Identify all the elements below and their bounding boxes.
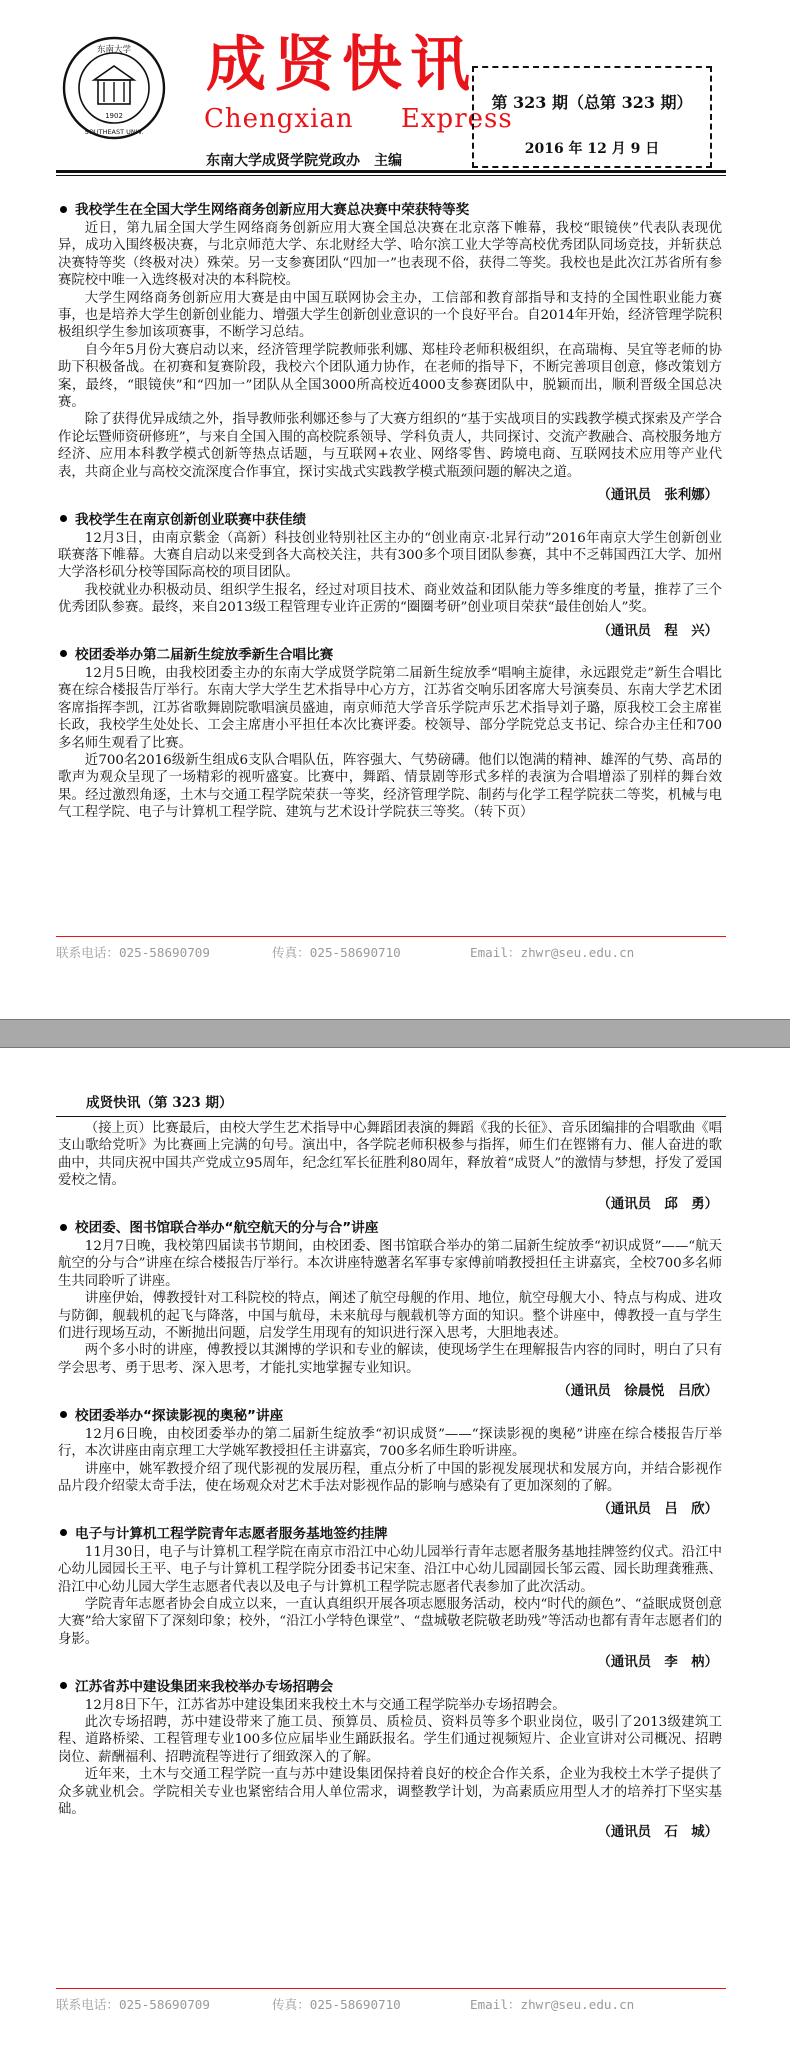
article-author: （通讯员 李 枘） — [597, 1654, 718, 1671]
article-title: 校团委举办“探读影视的奥秘”讲座 — [58, 1407, 722, 1425]
article-author: （通讯员 程 兴） — [597, 622, 718, 639]
article-paragraph: 12月5日晚，由我校团委主办的东南大学成贤学院第二届新生绽放季“唱响主旋律，永远跟党走”新生合唱比赛在综合楼报告厅举行。东南大学大学生艺术指导中心方方，江苏省交响乐团客席大号演奏员、东南大学艺术团客席指挥李凯，江苏省歌舞剧院歌唱演员盛迪，南京师范大学音乐学院声乐艺术指导刘子璐，原我校工会主席崔长政，我校学生处处长、工会主席唐小平担任本次比赛评委。校领导、部分学院党总支书记、综合办主任和700多名师生观看了比赛。 — [58, 665, 722, 751]
newsletter-page-2 — [0, 1047, 790, 2053]
article-paragraph: 12月3日，由南京紫金（高新）科技创业特别社区主办的“创业南京·北昇行动”2016年南京大学生创新创业联赛落下帷幕。大赛自启动以来受到各大高校关注，共有300多个项目团队参赛，其中不乏韩国西江大学、加州大学洛杉矶分校等国际高校的项目团队。 — [58, 530, 722, 581]
article-paragraph: 除了获得优异成绩之外，指导教师张利娜还参与了大赛方组织的“基于实战项目的实践教学模式探索及产学合作论坛暨师资研修班”，与来自全国入围的高校院系领导、学科负责人，共同探讨、交流产教融合、高校服务地方经济、应用本科教学模式创新等热点话题，与互联网+农业、网络零售、跨境电商、互联网技术应用等产业代表，共商企业与高校交流深度合作事宜，探讨实战式实践教学模式瓶颈问题的解决之道。 — [58, 412, 722, 480]
footer-email: Email：zhwr@seu.edu.cn — [470, 1997, 635, 2012]
footer-rule — [56, 936, 726, 937]
article-title: 我校学生在南京创新创业联赛中获佳绩 — [58, 511, 722, 529]
page1-content — [58, 196, 722, 822]
article-paragraph: 12月6日晚，由校团委举办的第二届新生绽放季“初识成贤”——“探读影视的奥秘”讲座在综合楼报告厅举行，本次讲座由南京理工大学姚军教授担任主讲嘉宾，700多名师生聆听讲座。 — [58, 1426, 722, 1460]
issue-date: 2016 年 12 月 9 日 — [524, 141, 660, 157]
newsletter-page-1 — [0, 0, 790, 1020]
issue-number: 第 323 期（总第 323 期） — [491, 93, 693, 112]
article-paragraph: 讲座伊始，傅教授针对工科院校的特点，阐述了航空母舰的作用、地位，航空母舰大小、特点与构成、进攻与防御，舰载机的起飞与降落，中国与航母，未来航母与舰载机等方面的知识。整个讲座中，傅教授一直与学生们进行现场互动，不断抛出问题，启发学生用现有的知识进行深入思考，大胆地表述。 — [58, 1291, 722, 1342]
article-paragraph: 近700名2016级新生组成6支队合唱队伍，阵容强大、气势磅礴。他们以饱满的精神、雄浑的气势、高昂的歌声为观众呈现了一场精彩的视听盛宴。比赛中，舞蹈、情景剧等形式多样的表演为合唱增添了别样的舞台效果。经过激烈角逐，土木与交通工程学院荣获一等奖，经济管理学院、制药与化学工程学院获二等奖，机械与电气工程学院、电子与计算机工程学院、建筑与艺术设计学院获三等奖。（转下页） — [58, 752, 722, 821]
svg-text:SOUTHEAST UNIV.: SOUTHEAST UNIV. — [84, 128, 144, 136]
article-author: （通讯员 石 城） — [597, 1824, 718, 1841]
article-paragraph: 11月30日，电子与计算机工程学院在南京市沿江中心幼儿园举行青年志愿者服务基地挂牌签约仪式。沿江中心幼儿园园长王平、电子与计算机工程学院分团委书记宋奎、沿江中心幼儿园副园长邹云霞、园长助理龚雅燕、沿江中心幼儿园大学生志愿者代表以及电子与计算机工程学院志愿者代表参加了此次活动。 — [58, 1544, 722, 1595]
bullet-icon — [60, 206, 67, 213]
masthead — [56, 24, 716, 169]
article-title: 我校学生在全国大学生网络商务创新应用大赛总决赛中荣获特等奖 — [58, 201, 722, 219]
article-author: （通讯员 吕 欣） — [597, 1501, 718, 1518]
svg-text:1902: 1902 — [105, 112, 123, 120]
masthead-rule-thick — [56, 170, 726, 173]
page-gap — [0, 1020, 790, 1047]
running-head-rule — [56, 1116, 726, 1117]
article-paragraph: 我校就业办积极动员、组织学生报名，经过对项目技术、商业效益和团队能力等多维度的考量，推荐了三个优秀团队参赛。最终，来自2013级工程管理专业许正雳的“圈圈考研”创业项目荣获“最佳创始人”奖。 — [58, 582, 722, 616]
article-paragraph: 自今年5月份大赛启动以来，经济管理学院教师张利娜、郑桂玲老师积极组织，在高瑞梅、吴宜等老师的协助下积极备战。在初赛和复赛阶段，我校六个团队通力协作，在老师的指导下，不断完善项目创意，修改策划方案，最终，“眼镜侠”和“四加一”团队从全国3000所高校近4000支参赛团队中，脱颖而出，顺利晋级全国总决赛。 — [58, 342, 722, 411]
article-paragraph: 12月8日下午，江苏省苏中建设集团来我校土木与交通工程学院举办专场招聘会。 — [84, 1697, 566, 1713]
article-author: （通讯员 张利娜） — [597, 487, 718, 504]
article-paragraph: 讲座中，姚军教授介绍了现代影视的发展历程，重点分析了中国的影视发展现状和发展方向，并结合影视作品片段介绍蒙太奇手法，使在场观众对艺术手法对影视作品的影响与感染有了更加深刻的了解。 — [58, 1461, 722, 1494]
article-author: （通讯员 邱 勇） — [597, 1195, 718, 1212]
article-paragraph: 学院青年志愿者协会自成立以来，一直认真组织开展各项志愿服务活动，校内“时代的颜色”、“益眠成贤创意大赛”给大家留下了深刻印象；校外，“沿江小学特色课堂”、“盘城敬老院敬老助残”等活动也都有青年志愿者们的身影。 — [58, 1596, 722, 1647]
article-author: （通讯员 徐晨悦 吕欣） — [557, 1383, 718, 1400]
footer-fax: 传真：025-58690710 — [272, 1997, 401, 2012]
bullet-icon — [60, 1411, 67, 1418]
newsletter-title-english: Chengxian Express — [204, 104, 513, 134]
svg-text:东南大学: 东南大学 — [96, 45, 132, 55]
article-paragraph: 两个多小时的讲座，傅教授以其渊博的学识和专业的解读，使现场学生在理解报告内容的同时，明白了只有学会思考、勇于思考、深入思考，才能扎实地掌握专业知识。 — [58, 1343, 722, 1376]
article-paragraph: 此次专场招聘，苏中建设带来了施工员、预算员、质检员、资料员等多个职业岗位，吸引了2013级建筑工程、道路桥梁、工程管理专业100多位应届毕业生踊跃报名。学生们通过视频短片、企业宣讲对公司概况、招聘岗位、薪酬福利、招聘流程等进行了细致深入的了解。 — [58, 1714, 722, 1765]
bullet-icon — [60, 650, 67, 657]
article-paragraph: 12月7日晚，我校第四届读书节期间，由校团委、图书馆联合举办的第二届新生绽放季“初识成贤”——“航天航空的分与合”讲座在综合楼报告厅举行。本次讲座特邀著名军事专家傅前哨教授担任主讲嘉宾，全校700多名师生共同聆听了讲座。 — [58, 1239, 722, 1289]
issue-box — [472, 66, 712, 168]
footer-phone: 联系电话：025-58690709 — [56, 945, 210, 960]
article-paragraph: 近年来，土木与交通工程学院一直与苏中建设集团保持着良好的校企合作关系，企业为我校土木学子提供了众多就业机会。学院相关专业也紧密结合用人单位需求，调整教学计划，为高素质应用型人才的培养打下坚实基础。 — [58, 1767, 722, 1817]
bullet-icon — [60, 1529, 67, 1536]
article-title: 校团委、图书馆联合举办“航空航天的分与合”讲座 — [58, 1219, 722, 1237]
article-title: 校团委举办第二届新生绽放季新生合唱比赛 — [58, 646, 722, 664]
running-head: 成贤快讯（第 323 期） — [86, 1095, 233, 1111]
footer-fax: 传真：025-58690710 — [272, 945, 401, 960]
bullet-icon — [60, 1682, 67, 1689]
bullet-icon — [60, 1224, 67, 1231]
article-paragraph: （接上页）比赛最后，由校大学生艺术指导中心舞蹈团表演的舞蹈《我的长征》、音乐团编排的合唱歌曲《唱支山歌给党听》为比赛画上完满的句号。演出中，各学院老师积极参与指挥，师生们在铿锵有力、催人奋进的歌曲中，共同庆祝中国共产党成立95周年，纪念红军长征胜利80周年，释放着“成贤人”的激情与梦想，抒发了爱国爱校之情。 — [58, 1121, 722, 1189]
masthead-rule-thin — [56, 175, 726, 176]
footer-email: Email：zhwr@seu.edu.cn — [470, 945, 635, 960]
university-seal-logo — [62, 36, 166, 140]
article-title: 江苏省苏中建设集团来我校举办专场招聘会 — [58, 1678, 722, 1696]
article-paragraph: 大学生网络商务创新应用大赛是由中国互联网协会主办，工信部和教育部指导和支持的全国性职业能力赛事，也是培养大学生创新创业能力、增强大学生创新创业意识的一个良好平台。自2014年开始，经济管理学院积极组织学生参加该项赛事，不断学习总结。 — [58, 290, 722, 341]
article-paragraph: 近日，第九届全国大学生网络商务创新应用大赛全国总决赛在北京落下帷幕，我校“眼镜侠”代表队表现优异，成功入围终极决赛，与北京师范大学、东北财经大学、哈尔滨工业大学等高校优秀团队同场竞技，并斩获总决赛特等奖（终极对决）殊荣。另一支参赛团队“四加一”也表现不俗，获得二等奖。我校也是此次江苏省所有参赛院校中唯一入选终极对决的本科院校。 — [58, 221, 722, 289]
footer-phone: 联系电话：025-58690709 — [56, 1997, 210, 2012]
article-title: 电子与计算机工程学院青年志愿者服务基地签约挂牌 — [58, 1525, 722, 1543]
footer-rule — [56, 1988, 726, 1989]
page2-content — [58, 1120, 722, 1848]
bullet-icon — [60, 515, 67, 522]
newsletter-title: 成贤快讯 — [206, 30, 478, 100]
editor-line: 东南大学成贤学院党政办 主编 — [206, 153, 402, 169]
